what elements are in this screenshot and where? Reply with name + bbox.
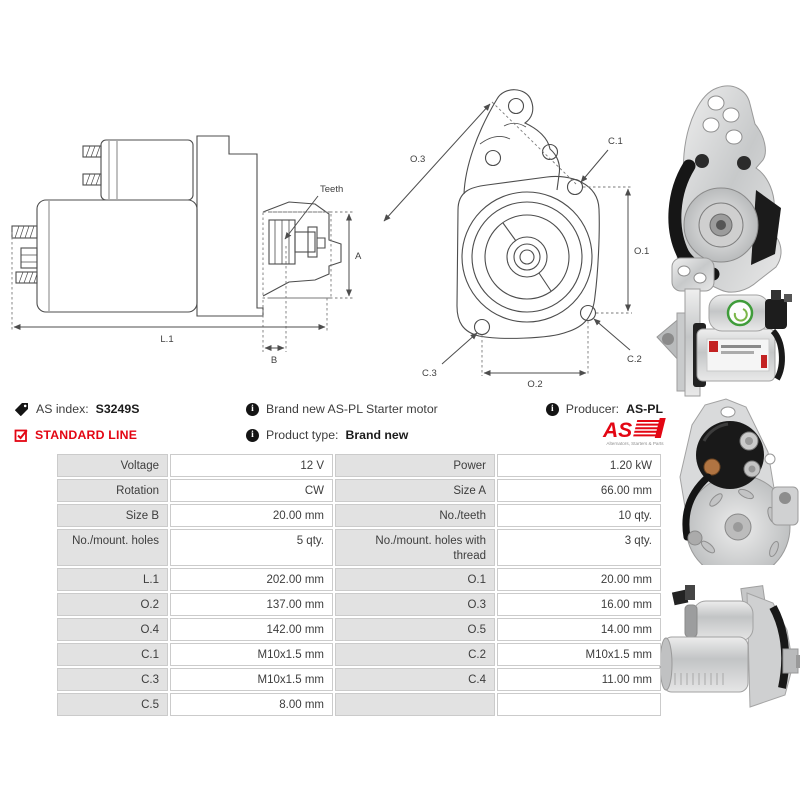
spec-label-cell: Voltage — [57, 454, 168, 477]
spec-value-cell: 3 qty. — [497, 529, 661, 566]
spec-label-cell — [335, 693, 495, 716]
spec-label-cell: No./teeth — [335, 504, 495, 527]
as-index-value: S3249S — [95, 402, 140, 416]
spec-label-cell: C.1 — [57, 643, 168, 666]
spec-label-cell: Power — [335, 454, 495, 477]
spec-label-cell: Size A — [335, 479, 495, 502]
dim-c2-label: C.2 — [627, 354, 642, 365]
front-view-drawing — [380, 82, 670, 392]
flange-outline — [457, 176, 599, 338]
spec-label-cell: O.3 — [335, 593, 495, 616]
spec-value-cell: M10x1.5 mm — [170, 643, 333, 666]
photo-side-profile-view — [655, 575, 800, 723]
info-icon: i — [246, 429, 259, 442]
spec-label-cell: O.5 — [335, 618, 495, 641]
spec-label-cell: Size B — [57, 504, 168, 527]
spec-value-cell: 10 qty. — [497, 504, 661, 527]
dim-c1-label: C.1 — [608, 136, 623, 147]
motor-body-outline — [37, 200, 197, 312]
spec-value-cell: 11.00 mm — [497, 668, 661, 691]
producer-value: AS-PL — [626, 402, 663, 416]
spec-value-cell: 1.20 kW — [497, 454, 661, 477]
drive-housing-outline — [197, 136, 263, 316]
side-view-drawing — [5, 100, 365, 380]
photo-front-flange-view — [655, 62, 795, 297]
spec-value-cell: CW — [170, 479, 333, 502]
spec-value-cell: 5 qty. — [170, 529, 333, 566]
producer-label: Producer: — [565, 402, 620, 416]
spec-value-cell: 16.00 mm — [497, 593, 661, 616]
logo-tagline: Alternators, Starters & Parts — [606, 441, 664, 446]
spec-value-cell: 20.00 mm — [170, 504, 333, 527]
spec-value-cell: 142.00 mm — [170, 618, 333, 641]
dim-o2-label: O.2 — [527, 379, 543, 390]
dim-c3-label: C.3 — [422, 368, 437, 379]
hole-c3 — [475, 320, 490, 335]
spec-label-cell: Rotation — [57, 479, 168, 502]
spec-value-cell: M10x1.5 mm — [497, 643, 661, 666]
spec-value-cell: 12 V — [170, 454, 333, 477]
photo-side-view-labeled — [653, 287, 800, 398]
product-type-line — [246, 427, 408, 443]
dim-b-label: B — [270, 355, 278, 366]
c3-leader-line — [442, 333, 477, 364]
product-description: Brand new AS-PL Starter motor — [266, 402, 438, 416]
standard-line-label: STANDARD LINE — [35, 428, 138, 442]
spec-value-cell: 202.00 mm — [170, 568, 333, 591]
spec-label-cell: No./mount. holes with thread — [335, 529, 495, 566]
tag-icon — [14, 402, 29, 417]
logo-text: AS — [603, 419, 633, 442]
spec-label-cell: L.1 — [57, 568, 168, 591]
as-index-line — [14, 401, 139, 417]
spec-table — [57, 454, 663, 716]
spec-value-cell: 20.00 mm — [497, 568, 661, 591]
producer-line — [463, 401, 663, 417]
c1-leader-line — [581, 150, 608, 182]
spec-value-cell: 8.00 mm — [170, 693, 333, 716]
dimension-o3-line — [384, 104, 490, 221]
spec-label-cell: O.1 — [335, 568, 495, 591]
gear-housing-circle — [462, 192, 592, 322]
hole-c1 — [568, 180, 583, 195]
as-pl-logo — [602, 417, 666, 447]
spec-label-cell: O.4 — [57, 618, 168, 641]
c2-leader-line — [594, 319, 630, 350]
product-type-label: Product type: — [266, 428, 339, 442]
info-icon: i — [246, 403, 259, 416]
info-icon: i — [546, 403, 559, 416]
dim-l1-label: L.1 — [160, 334, 174, 345]
spec-label-cell: O.2 — [57, 593, 168, 616]
standard-line-badge — [14, 427, 137, 443]
checkbox-icon — [14, 428, 28, 442]
spec-label-cell: C.5 — [57, 693, 168, 716]
solenoid-outline — [101, 140, 193, 200]
spec-value-cell: 66.00 mm — [497, 479, 661, 502]
as-index-label: AS index: — [36, 402, 89, 416]
dim-o3-label: O.3 — [410, 154, 426, 165]
product-type-value: Brand new — [345, 428, 409, 442]
photo-rear-solenoid-view — [650, 397, 800, 565]
spec-value-cell — [497, 693, 661, 716]
teeth-label: Teeth — [320, 184, 344, 195]
spec-value-cell: M10x1.5 mm — [170, 668, 333, 691]
description-line — [246, 401, 438, 417]
spec-label-cell: C.4 — [335, 668, 495, 691]
dim-a-label: A — [355, 251, 362, 262]
dim-o1-label: O.1 — [634, 246, 650, 257]
spec-label-cell: No./mount. holes — [57, 529, 168, 566]
spec-value-cell: 137.00 mm — [170, 593, 333, 616]
spec-label-cell: C.3 — [57, 668, 168, 691]
top-bracket-outline — [464, 90, 560, 194]
spec-value-cell: 14.00 mm — [497, 618, 661, 641]
spec-label-cell: C.2 — [335, 643, 495, 666]
